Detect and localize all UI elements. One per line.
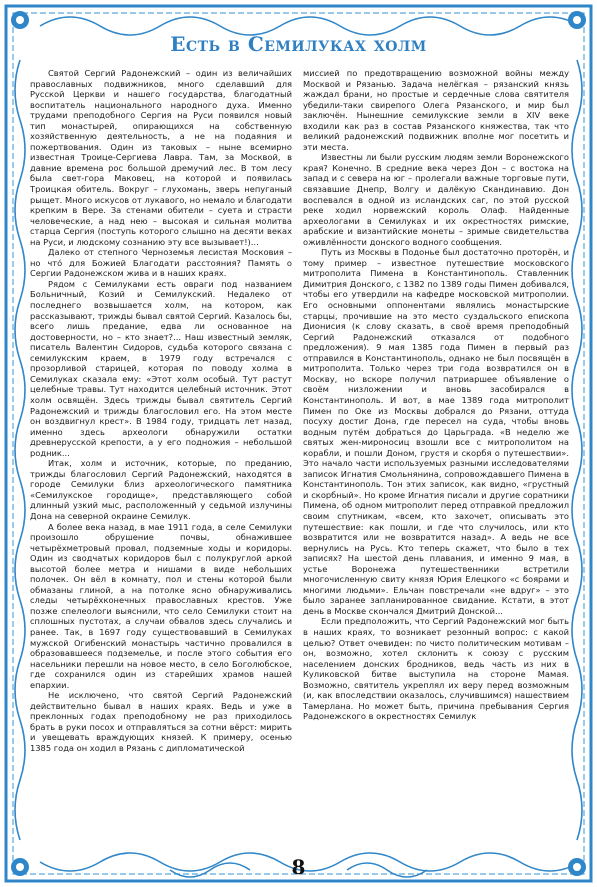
left-column — [30, 68, 292, 754]
paragraph: Известны ли были русским людям земли Воронежского края? Конечно. В средние века через Дон – с востока на запад и с севера на юг – пролегали важные торговые пути, связавшие Днепр, Волгу и далёкую Скандинавию. Дон воспевался в одной из исландских саг, по этой русской реке ходил норвежский король Олаф. Найденные археологами в Семилуках и их окрестностях римские, арабские и византийские монеты – зримые свидетельства оживлённости донского водного сообщения. — [303, 152, 569, 247]
paragraph: Если предположить, что Сергий Радонежский мог быть в наших краях, то возникает резонный вопрос: с какой целью? Ответ очевиден: по чисто политическим мотивам – он, возможно, хотел склонить к союзу с русским населением донских бродников, ведь часть из них в Куликовской битве выступила на стороне Мамая. Возможно, святитель укреплял их веру перед возможным (и, как впоследствии оказалось, случившимся) нашествием Тамерлана. Но может быть, причина пребывания Сергия Радонежского в окрестностях Семилук — [303, 616, 569, 722]
paragraph: Не исключено, что святой Сергий Радонежский действительно бывал в наших краях. Ведь и уже в преклонных годах преподобному не раз приходилось брать в руки посох и отправляться за сотни вёрст: мирить и увещевать враждующих князей. К примеру, осенью 1385 года он ходил в Рязань с дипломатической — [30, 690, 292, 753]
page-number: 8 — [291, 855, 306, 879]
paragraph: А более века назад, в мае 1911 года, в селе Семилуки произошло обрушение почвы, обнажившее четырёхметровый провал, подземные ходы и коридоры. Один из сводчатых коридоров был с полукруглой аркой высотой более метра и нишами в виде небольших полочек. Он вёл в комнату, пол и стены которой были обмазаны глиной, а на потолке ясно обнаруживались следы четырёхконечных православных крестов. Уже позже спелеологи выяснили, что село Семилуки стоит на сплошных пустотах, а случаи обвалов здесь случались и ранее. Так, в 1697 году существовавший в Семилуках мужской Огибенский монастырь частично провалился в образовавшееся подземелье, и после этого события его насельники перешли на новое место, в село Боголюбское, где сохранился один из старейших храмов нашей епархии. — [30, 521, 292, 690]
paragraph: Святой Сергий Радонежский – один из величайших православных подвижников, много сделавший для Русской Церкви и нашего государства, благодатный воспитатель национального народного духа. Именно трудами преподобного Сергия на Руси появился новый тип монастырей, опирающихся на собственную хозяйственную деятельность, а не на подаяния и пожертвования. Один из таковых – ныне всемирно известная Троице-Сергиева Лавра. Там, за Москвой, в давние времена рос большой дремучий лес. В том лесу была свет-гора Маковец, на которой и появилась Троицкая обитель. Вокруг – глухомань, зверь непуганый рыщет. Много искусов от лукавого, но немало и благодати крепким в Вере. За стенами обители – суета и страсти человеческие, а над нею – высокая и сильная молитва старца Сергия (поступь которого слышно на десяти веках на Руси, и людскому сознанию эту все вызывает!)... — [30, 68, 292, 247]
paragraph: Рядом с Семилуками есть овраги под названием Больничный, Козий и Семилукский. Недалеко от последнего возвышается холм, на котором, как рассказывают, трижды бывал святой Сергий. Казалось бы, всего лишь предание, едва ли основанное на достоверности, но – кто знает?... Наш известный земляк, писатель Валентин Сидоров, судьба которого связана с семилукским краем, в 1979 году встречался с прозорливой старицей, которая по поводу холма в Семилуках сказала ему: «Этот холм особый. Тут растут целебные травы. Тут находится целебный источник. Этот холм освящён. Здесь трижды бывал святитель Сергий Радонежский и трижды благословил его. На этом месте он воздвигнул крест». В 1984 году, тридцать лет назад, именно здесь археологи обнаружили остатки древнерусской крепости, а у его подножия – небольшой родник... — [30, 278, 292, 458]
paragraph: миссией по предотвращению возможной войны между Москвой и Рязанью. Задача нелёгкая – рязанский князь жаждал брани, но простые и сердечные слова святителя убедили-таки свирепого Олега Рязанского, и мир был заключён. Нынешние семилукские земли в XIV веке входили как раз в состав Рязанского княжества, так что великий радонежский подвижник вполне мог посетить и эти места. — [303, 68, 569, 152]
paragraph: Итак, холм и источник, которые, по преданию, трижды благословил Сергий Радонежский, находятся в городе Семилуки близ археологического памятника «Семилукское городище», представляющего собой длинный узкий мыс, расположенный у седьмой излучины Дона на северной окраине Семилук. — [30, 458, 292, 521]
paragraph: Путь из Москвы в Подонье был достаточно проторён, и тому пример – известное путешествие московского митрополита Пимена в Константинополь. Ставленник Димитрия Донского, с 1382 по 1389 годы Пимен добивался, чтобы его утвердили на кафедре московской митрополии. Его основными оппонентами являлись монастырские старцы, прочившие на это место суздальского епископа Дионисия (к слову сказать, в своё время преподобный Сергий Радонежский отказался от подобного предложения). 9 мая 1385 года Пимен в первый раз отправился в Константинополь, однако не был посвящён в митрополита. Только через три года возвратился он в Москву, но вскоре получил патриаршее объявление о своём низложении и вновь засобирался в Константинополь. И вот, в мае 1389 года митрополит Пимен по Оке из Москвы добрался до Рязани, оттуда посуху достиг Дона, где пересел на суда, чтобы вновь водным путём добраться до Царьграда. «В неделю же святых жен-мироносиц взошли все с митрополитом на корабли, и пошли Доном, грустя и скорбя о путешествии». Это начало части используемых разными исследователями записок Игнатия Смольнянина, сопровождавшего Пимена в Константинополь. Тон этих записок, как видно, «грустный и скорбный». Но кроме Игнатия писали и другие соратники Пимена, об одном митрополит перед отправкой предложил своим спутникам, «всем, кто захочет, описывать это путешествие: как пошли, и где что случилось, или кто возвратится или не возвратится назад». А ведь не все вернулись на Русь. Кто теперь скажет, что было в тех записях? На шестой день плавания, и именно 9 мая, в устье Воронежа путешественники встретили многочисленную свиту князя Юрия Елецкого «с боярами и многими людьми». Ельчан повстречали «не вдруг» – это было заранее запланированное свидание. Кстати, в этот день в Москве скончался Дмитрий Донской... — [303, 247, 569, 616]
right-column — [303, 68, 569, 722]
paragraph: Далеко от степного Черноземья лесистая Московия – но что́ для Божией Благодати расстояния? Память о Сергии Радонежском жива и в наших краях. — [30, 247, 292, 279]
page-title: Есть в Семилуках холм — [170, 32, 427, 56]
